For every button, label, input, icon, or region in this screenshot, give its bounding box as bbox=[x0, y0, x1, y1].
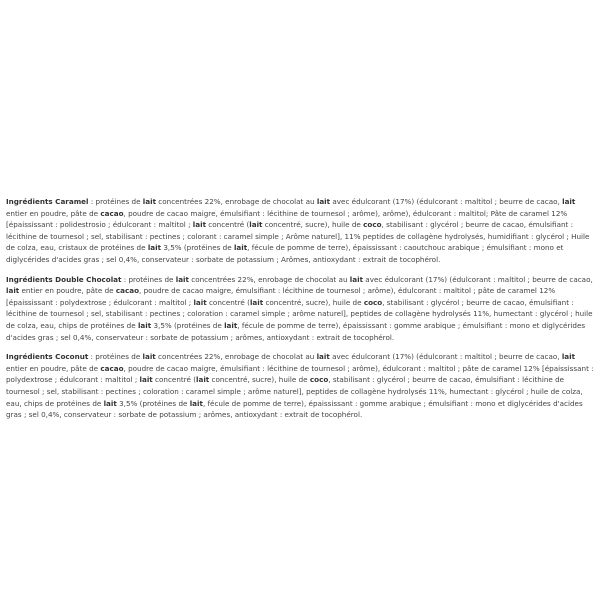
allergen-word: lait bbox=[192, 220, 207, 230]
section-title: Ingrédients Caramel bbox=[6, 197, 89, 206]
allergen-word: lait bbox=[6, 286, 20, 296]
ingredient-text: , poudre de cacao maigre, émulsifiant : lécithine de tournesol ; arôme), arôme), édulcorant : maltitol; Pâte de caramel 12% [épaississant : polidestrosio ; édulcorant : maltitol ; bbox=[6, 208, 568, 230]
section-body bbox=[6, 275, 593, 342]
allergen-word: lait bbox=[316, 352, 330, 362]
ingredient-text: 3,5% (protéines de bbox=[161, 243, 234, 253]
section-body bbox=[6, 197, 589, 264]
allergen-word: lait bbox=[193, 297, 207, 307]
allergen-word: lait bbox=[196, 375, 210, 385]
allergen-word: lait bbox=[349, 274, 364, 284]
ingredient-text: entier en poudre, pâte de bbox=[6, 363, 101, 373]
ingredient-text: 3,5% (protéines de bbox=[116, 398, 190, 408]
allergen-word: lait bbox=[147, 243, 162, 253]
ingredient-text: concentrées 22%, enrobage de chocolat au bbox=[155, 352, 317, 362]
ingredient-text: , poudre de cacao maigre, émulsifiant : lécithine de tournesol ; arôme), édulcorant : maltitol ; pâte de caramel 12% [épaississant : polydextrose ; édulcorant : maltitol ; bbox=[6, 363, 594, 385]
allergen-word: lait bbox=[561, 352, 576, 362]
ingredient-text: : protéines de bbox=[88, 197, 143, 206]
ingredient-text: concentré ( bbox=[206, 297, 250, 307]
ingredients-section-double-chocolat bbox=[6, 274, 596, 344]
allergen-word: lait bbox=[562, 197, 576, 206]
ingredient-text: concentrées 22%, enrobage de chocolat au bbox=[188, 274, 350, 284]
allergen-word: lait bbox=[316, 197, 331, 206]
section-title: Ingrédients Double Chocolat bbox=[6, 274, 122, 284]
allergen-word: lait bbox=[175, 274, 189, 284]
allergen-word: coco bbox=[363, 297, 383, 307]
ingredient-text: entier en poudre, pâte de bbox=[19, 286, 116, 296]
allergen-word: coco bbox=[363, 220, 382, 230]
ingredient-text: , fécule de pomme de terre), épaississant : caoutchouc arabique ; émulsifiant : mono et diglycérides d'acides gras ; sel 0,4%, conservateur : sorbate de potassium ; Arômes, antioxydant : extrait de tocophérol. bbox=[6, 243, 564, 264]
allergen-word: lait bbox=[249, 220, 263, 230]
ingredient-text: concentré, sucre), huile de bbox=[262, 220, 364, 230]
allergen-word: lait bbox=[142, 352, 156, 362]
ingredient-text: concentré, sucre), huile de bbox=[209, 375, 310, 385]
ingredient-text: avec édulcorant (17%) (édulcorant : maltitol ; beurre de cacao, bbox=[330, 197, 563, 206]
ingredient-text: concentré ( bbox=[152, 375, 196, 385]
ingredient-text: concentré, sucre), huile de bbox=[263, 297, 364, 307]
ingredient-text: , stabilisant : glycérol ; beurre de cacao, émulsifiant : lécithine de tournesol ; sel, stabilisant : pectines ; colorant : caramel simple ; Arôme naturel], 11% peptides de collagène hydrolysés, humidifiant : glycérol ; Huile de colza, eau, cristaux de protéines de bbox=[6, 220, 590, 253]
allergen-word: lait bbox=[139, 375, 153, 385]
allergen-word: coco bbox=[309, 375, 329, 385]
ingredient-text: entier en poudre, pâte de bbox=[6, 208, 101, 218]
ingredient-text: avec édulcorant (17%) (édulcorant : maltitol ; beurre de cacao, bbox=[363, 274, 593, 284]
allergen-word: lait bbox=[103, 398, 117, 408]
allergen-word: lait bbox=[142, 197, 157, 206]
ingredient-text: concentrées 22%, enrobage de chocolat au bbox=[156, 197, 317, 206]
section-body bbox=[6, 352, 594, 419]
allergen-word: lait bbox=[137, 320, 152, 330]
ingredient-text: concentré ( bbox=[206, 220, 250, 230]
allergen-word: cacao bbox=[100, 208, 124, 218]
ingredients-section-coconut bbox=[6, 351, 596, 421]
ingredient-text: 3,5% (protéines de bbox=[151, 320, 225, 330]
ingredient-text: : protéines de bbox=[121, 274, 176, 284]
ingredients-section-caramel bbox=[6, 196, 596, 266]
allergen-word: cacao bbox=[115, 286, 140, 296]
ingredient-text: , stabilisant : glycérol ; beurre de cacao, émulsifiant : lécithine de tournesol ; sel, stabilisant : pectines ; coloration : caramel simple ; arôme naturel], peptides de collagène hydrolysés 11%, humectant : glycérol ; huile de colza, eau, chips de protéines de bbox=[6, 375, 583, 408]
ingredient-text: avec édulcorant (17%) (édulcorant : maltitol ; beurre de cacao, bbox=[329, 352, 562, 362]
allergen-word: lait bbox=[224, 320, 238, 330]
allergen-word: cacao bbox=[100, 363, 124, 373]
ingredient-text: , stabilisant : glycérol ; beurre de cacao, émulsifiant : lécithine de tournesol ; sel, stabilisant : pectines ; coloration : caramel simple ; arôme naturel], peptides de collagène hydrolysés 11%, humectant : glycérol ; huile de colza, eau, chips de protéines de bbox=[6, 297, 593, 330]
ingredient-text: , poudre de cacao maigre, émulsifiant : lécithine de tournesol ; arôme), édulcorant : maltitol ; pâte de caramel 12% [épaississant : polydextrose ; édulcorant : maltitol ; bbox=[6, 286, 556, 307]
ingredient-text: , fécule de pomme de terre), épaississant : gomme arabique ; émulsifiant : mono et diglycérides d'acides gras ; sel 0,4%, conservateur : sorbate de potassium ; arômes, antioxydant : extrait de tocophérol. bbox=[6, 398, 583, 420]
allergen-word: lait bbox=[249, 297, 264, 307]
ingredients-document bbox=[6, 196, 596, 429]
allergen-word: lait bbox=[189, 398, 203, 408]
allergen-word: lait bbox=[233, 243, 248, 253]
ingredient-text: : protéines de bbox=[88, 352, 143, 362]
ingredient-text: , fécule de pomme de terre), épaississant : gomme arabique ; émulsifiant : mono et diglycérides d'acides gras ; sel 0,4%, conservateur : sorbate de potassium ; arômes, antioxydant : extrait de tocophérol. bbox=[6, 320, 586, 342]
section-title: Ingrédients Coconut bbox=[6, 352, 89, 362]
